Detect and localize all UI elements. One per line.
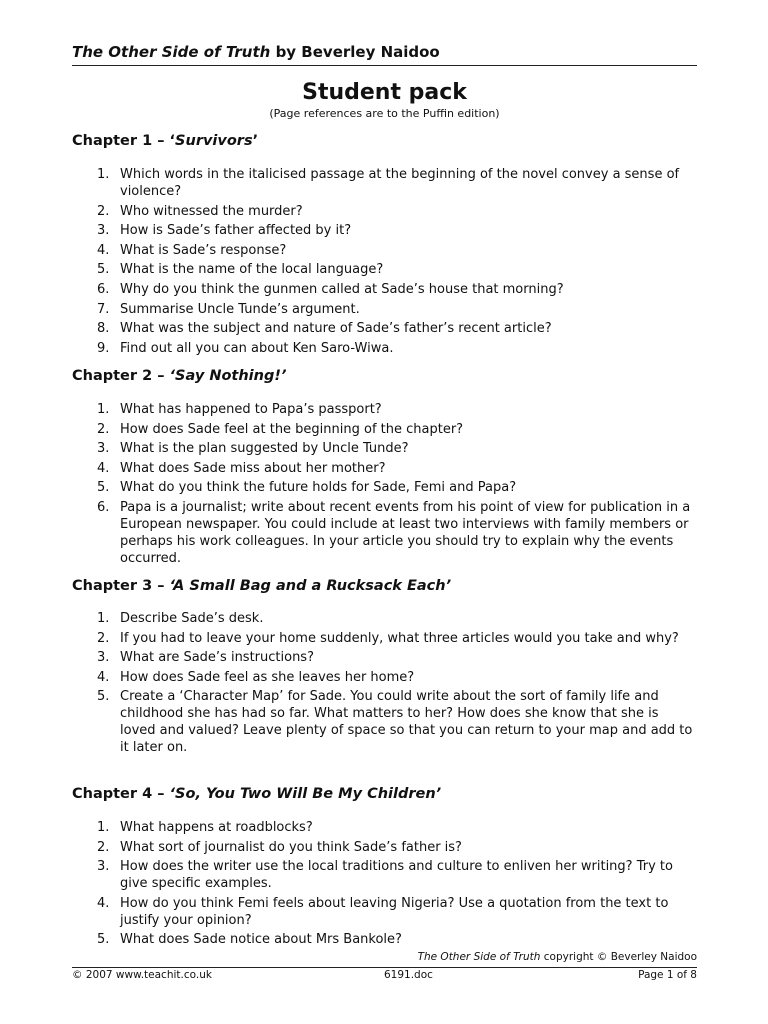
- list-number: 9.: [97, 340, 110, 356]
- list-number: 5.: [97, 262, 110, 278]
- chapter-2-name: ‘Say Nothing!’: [169, 368, 287, 384]
- list-item: [72, 669, 697, 686]
- list-item: [72, 630, 697, 647]
- chapter-1-name: Survivors: [175, 133, 253, 149]
- chapter-3-name: ‘A Small Bag and a Rucksack Each’: [169, 578, 452, 594]
- list-number: 5.: [97, 480, 110, 496]
- question-text: What is the name of the local language?: [120, 262, 384, 278]
- list-item: [72, 242, 697, 259]
- question-text: Describe Sade’s desk.: [120, 611, 264, 626]
- list-item: [72, 440, 697, 457]
- chapter-4-questions: [72, 819, 697, 951]
- question-text: What sort of journalist do you think Sade’s father is?: [120, 839, 462, 855]
- chapter-2-heading: [72, 368, 286, 384]
- chapter-1-heading: [72, 133, 258, 149]
- list-item: [72, 166, 697, 200]
- list-item: [72, 261, 697, 278]
- question-text: How do you think Femi feels about leaving Nigeria? Use a quotation from the text to justify your opinion?: [120, 895, 669, 928]
- list-item: [72, 895, 697, 929]
- question-text: What was the subject and nature of Sade’s father’s recent article?: [120, 321, 552, 337]
- list-item: [72, 479, 697, 496]
- list-number: 3.: [97, 223, 110, 239]
- chapter-2-label: Chapter 2 –: [72, 368, 170, 384]
- list-item: [72, 858, 697, 892]
- list-item: [72, 819, 697, 836]
- question-text: If you had to leave your home suddenly, what three articles would you take and why?: [120, 630, 679, 646]
- list-number: 3.: [97, 650, 110, 666]
- question-text: What has happened to Papa’s passport?: [120, 402, 382, 417]
- list-item: [72, 320, 697, 337]
- list-number: 3.: [97, 441, 110, 457]
- chapter-3-questions: [72, 610, 697, 759]
- chapter-1-label: Chapter 1 – ‘: [72, 133, 176, 149]
- page-title: Student pack: [302, 80, 467, 105]
- list-number: 4.: [97, 242, 110, 258]
- list-number: 8.: [97, 321, 110, 337]
- list-item: [72, 839, 697, 856]
- question-text: How is Sade’s father affected by it?: [120, 223, 352, 239]
- question-text: What is the plan suggested by Uncle Tunde?: [120, 441, 409, 457]
- list-number: 5.: [97, 932, 110, 948]
- footer-page-number: Page 1 of 8: [638, 969, 697, 981]
- list-number: 4.: [97, 895, 110, 911]
- list-item: [72, 301, 697, 318]
- question-text: What does Sade miss about her mother?: [120, 460, 386, 476]
- chapter-3-label: Chapter 3 –: [72, 578, 170, 594]
- list-item: [72, 688, 697, 756]
- copyright-book-title: The Other Side of Truth: [417, 951, 541, 963]
- list-number: 6.: [97, 281, 110, 297]
- question-text: What do you think the future holds for Sade, Femi and Papa?: [120, 480, 517, 496]
- chapter-1-questions: [72, 166, 697, 359]
- list-item: [72, 499, 697, 567]
- question-text: What are Sade’s instructions?: [120, 650, 314, 666]
- question-text: Summarise Uncle Tunde’s argument.: [120, 301, 360, 317]
- document-page: [72, 0, 697, 1024]
- question-text: What happens at roadblocks?: [120, 820, 313, 835]
- question-text: How does the writer use the local traditions and culture to enliven her writing? Try to give specific examples.: [120, 859, 673, 892]
- list-number: 1.: [97, 167, 110, 182]
- list-item: [72, 340, 697, 357]
- footer-divider: [72, 967, 697, 968]
- copyright-line: [418, 951, 697, 963]
- footer-copyright-site: © 2007 www.teachit.co.uk: [72, 969, 212, 981]
- question-text: Find out all you can about Ken Saro-Wiwa.: [120, 340, 394, 356]
- list-number: 1.: [97, 402, 110, 417]
- list-item: [72, 281, 697, 298]
- list-item: [72, 649, 697, 666]
- list-number: 7.: [97, 301, 110, 317]
- list-item: [72, 460, 697, 477]
- question-text: Who witnessed the murder?: [120, 203, 303, 219]
- header-book-name: The Other Side of Truth: [72, 43, 271, 61]
- list-item: [72, 222, 697, 239]
- chapter-4-heading: [72, 786, 441, 802]
- question-text: Create a ‘Character Map’ for Sade. You could write about the sort of family life and childhood she has had so far. What matters to her? How does she know that she is loved and valued? Leave plenty of space so that you can return to your map and add to it later on.: [120, 689, 693, 756]
- list-item: [72, 421, 697, 438]
- list-number: 6.: [97, 499, 110, 515]
- list-item: [72, 203, 697, 220]
- chapter-3-heading: [72, 578, 451, 594]
- list-number: 1.: [97, 611, 110, 626]
- chapter-1-close: ’: [252, 133, 259, 149]
- question-text: Why do you think the gunmen called at Sade’s house that morning?: [120, 281, 564, 297]
- chapter-2-questions: [72, 401, 697, 570]
- list-item: [72, 931, 697, 948]
- list-number: 2.: [97, 421, 110, 437]
- header-book-title: [72, 43, 440, 61]
- chapter-4-label: Chapter 4 –: [72, 786, 170, 802]
- header-divider: [72, 65, 697, 66]
- copyright-text: copyright © Beverley Naidoo: [540, 951, 697, 963]
- question-text: What does Sade notice about Mrs Bankole?: [120, 932, 402, 948]
- list-number: 1.: [97, 820, 110, 835]
- chapter-4-name: ‘So, You Two Will Be My Children’: [169, 786, 442, 802]
- header-author: by Beverley Naidoo: [270, 43, 440, 61]
- list-item: [72, 610, 697, 627]
- question-text: Papa is a journalist; write about recent events from his point of view for publication in a European newspaper. You could include at least two interviews with family members or perhaps his work colleagues. In your article you should try to explain why the events occurred.: [120, 499, 691, 566]
- question-text: Which words in the italicised passage at the beginning of the novel convey a sense of violence?: [120, 167, 680, 199]
- list-number: 2.: [97, 839, 110, 855]
- question-text: How does Sade feel as she leaves her home?: [120, 669, 415, 685]
- list-number: 4.: [97, 460, 110, 476]
- footer-filename: 6191.doc: [384, 969, 433, 981]
- list-number: 4.: [97, 669, 110, 685]
- question-text: How does Sade feel at the beginning of the chapter?: [120, 421, 464, 437]
- list-number: 5.: [97, 689, 110, 705]
- question-text: What is Sade’s response?: [120, 242, 287, 258]
- list-number: 2.: [97, 203, 110, 219]
- list-number: 2.: [97, 630, 110, 646]
- list-item: [72, 401, 697, 418]
- page-subtitle: (Page references are to the Puffin edition): [269, 107, 500, 120]
- list-number: 3.: [97, 859, 110, 875]
